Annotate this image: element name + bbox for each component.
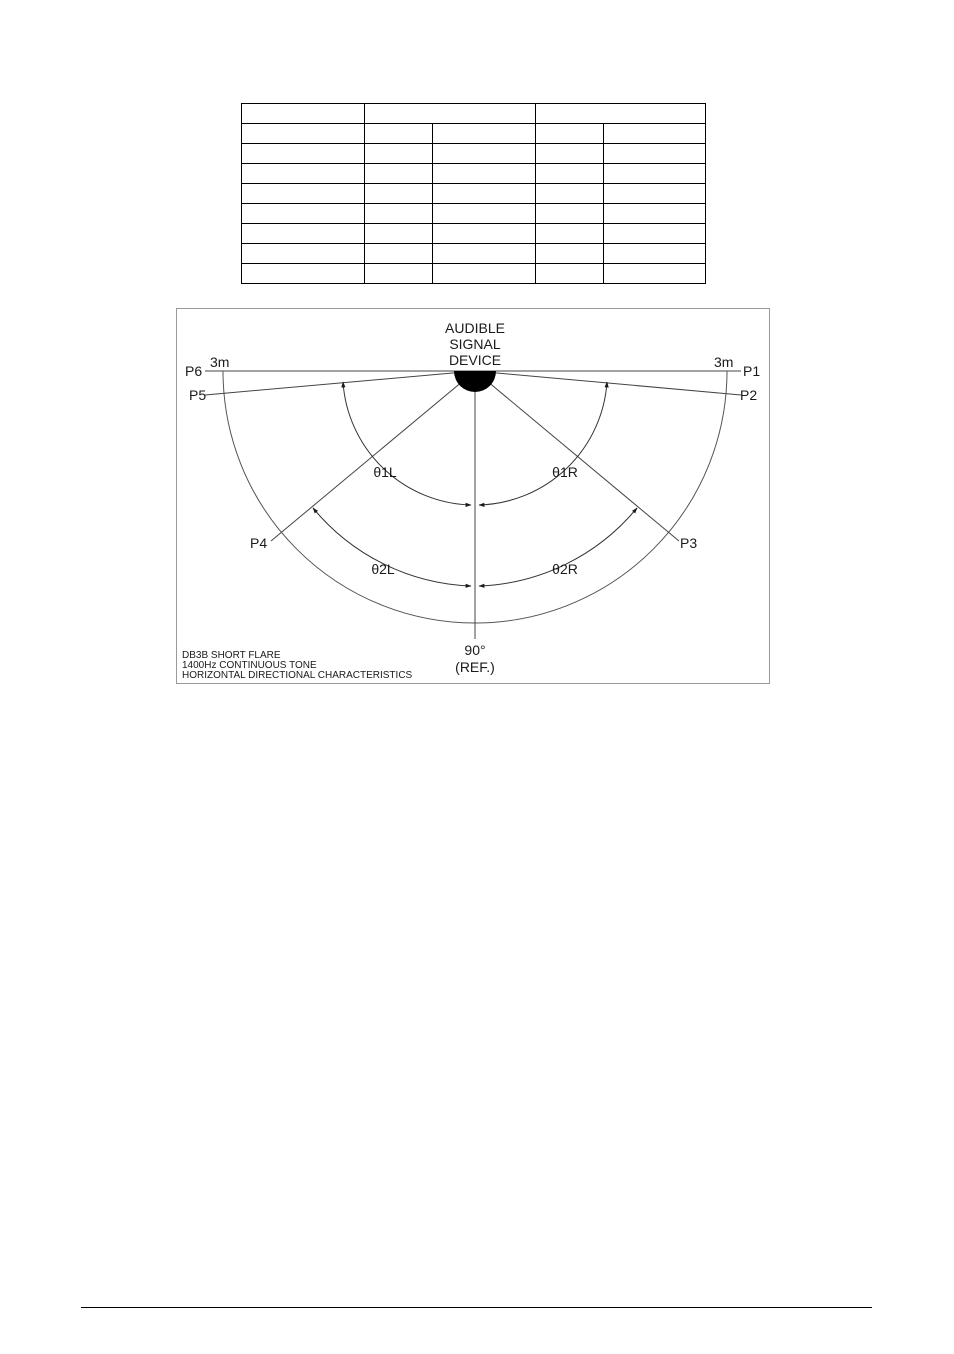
caption-line-1: DB3B SHORT FLARE <box>182 650 281 661</box>
reference-angle-label: 90° <box>464 642 486 658</box>
point-label-p6: P6 <box>185 363 203 379</box>
table-cell <box>365 104 536 124</box>
ray-p4 <box>271 371 475 541</box>
reference-text-label: (REF.) <box>455 659 495 675</box>
table-cell <box>536 124 604 144</box>
table-row <box>242 244 706 264</box>
table-cell <box>365 264 433 284</box>
table-cell <box>433 144 536 164</box>
table-cell <box>242 264 365 284</box>
table-cell <box>365 124 433 144</box>
angle-label-theta1r: θ1R <box>552 464 578 480</box>
table-cell <box>433 164 536 184</box>
table-cell <box>536 104 706 124</box>
table-cell <box>536 224 604 244</box>
table-cell <box>536 144 604 164</box>
theta1l-arc <box>343 382 471 505</box>
point-label-p3: P3 <box>680 535 698 551</box>
table-cell <box>365 144 433 164</box>
table-cell <box>242 244 365 264</box>
table-row <box>242 104 706 124</box>
ray-p5 <box>205 371 475 395</box>
device-title-line-1: AUDIBLE <box>445 320 505 336</box>
table-cell <box>604 144 706 164</box>
table-cell <box>242 164 365 184</box>
caption-line-3: HORIZONTAL DIRECTIONAL CHARACTERISTICS <box>182 670 413 681</box>
table-cell <box>242 224 365 244</box>
device-title-line-3: DEVICE <box>448 352 502 368</box>
table-cell <box>365 244 433 264</box>
device-title-line-2: SIGNAL <box>449 336 501 352</box>
angle-label-theta2l: θ2L <box>371 561 395 577</box>
point-label-p2: P2 <box>740 387 758 403</box>
table-row <box>242 124 706 144</box>
table-row <box>242 164 706 184</box>
table-row <box>242 144 706 164</box>
table-cell <box>433 244 536 264</box>
table-row <box>242 264 706 284</box>
point-label-p5: P5 <box>189 387 207 403</box>
audible-device-symbol <box>454 371 496 392</box>
table-cell <box>604 204 706 224</box>
table-cell <box>536 244 604 264</box>
table-cell <box>242 124 365 144</box>
table-cell <box>242 204 365 224</box>
table-cell <box>242 184 365 204</box>
angle-label-theta2r: θ2R <box>552 561 578 577</box>
table-cell <box>604 164 706 184</box>
ray-p3 <box>475 371 679 541</box>
table-cell <box>433 224 536 244</box>
table-cell <box>242 144 365 164</box>
directional-diagram <box>176 308 770 684</box>
footer-divider <box>81 1307 872 1308</box>
table-cell <box>242 104 365 124</box>
table-row <box>242 184 706 204</box>
table-cell <box>604 124 706 144</box>
distance-label-right: 3m <box>714 354 734 370</box>
point-label-p1: P1 <box>743 363 761 379</box>
distance-label-left: 3m <box>210 354 230 370</box>
table-cell <box>365 204 433 224</box>
table-cell <box>604 244 706 264</box>
ray-p2 <box>475 371 741 395</box>
table-cell <box>365 224 433 244</box>
table-cell <box>604 264 706 284</box>
theta1r-arc <box>479 382 607 505</box>
table-cell <box>536 204 604 224</box>
empty-data-table <box>241 103 706 284</box>
diagram-canvas <box>177 309 771 685</box>
table-cell <box>433 184 536 204</box>
point-label-p4: P4 <box>250 535 268 551</box>
table-cell <box>365 164 433 184</box>
table-cell <box>433 204 536 224</box>
caption-line-2: 1400Hz CONTINUOUS TONE <box>182 660 317 671</box>
table-cell <box>536 164 604 184</box>
table-cell <box>433 124 536 144</box>
angle-label-theta1l: θ1L <box>373 464 397 480</box>
table-cell <box>604 224 706 244</box>
table-cell <box>536 184 604 204</box>
table-cell <box>604 184 706 204</box>
table-cell <box>536 264 604 284</box>
table-row <box>242 224 706 244</box>
table-cell <box>433 264 536 284</box>
table-row <box>242 204 706 224</box>
table-cell <box>365 184 433 204</box>
